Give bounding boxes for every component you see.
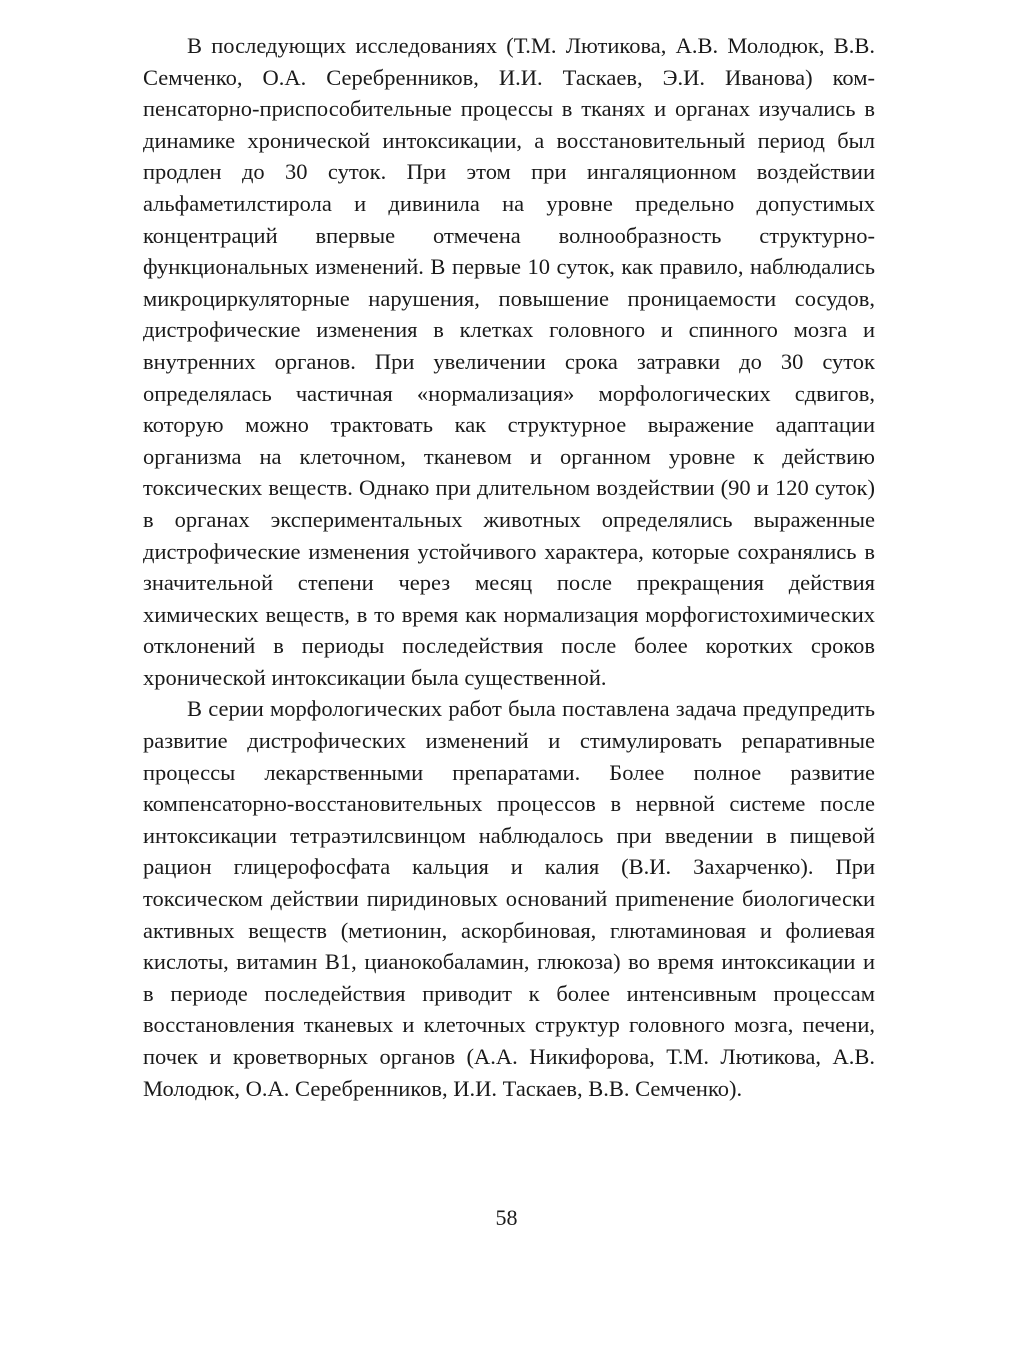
- page-body: [143, 30, 875, 1104]
- page-number: 58: [495, 1205, 518, 1230]
- paragraph-2: В серии морфологических работ была поставлена задача предупредить развитие дистрофических изменений и стимулировать репаративные процессы лекарственными препаратами. Более полное развитие компенсаторно-восстановительных процессов в нервной системе после интоксикации тетраэтилсвинцом наблюдалось при введении в пищевой рацион глицерофосфата кальция и калия (В.И. Захарченко). При токсическом действии пиридиновых оснований приmенение биологически активных веществ (метионин, аскорбиновая, глютаминовая и фолиевая кислоты, витамин В1, цианокобаламин, глюкоза) во время интоксикации и в периоде последействия приводит к более интенсивным процессам восстановления тканевых и клеточных структур головного мозга, печени, почек и кроветворных органов (А.А. Никифорова, Т.М. Лютикова, А.В. Молодюк, О.А. Серебренников, И.И. Таскаев, В.В. Семченко).: [143, 696, 875, 1101]
- paragraph-1: В последующих исследованиях (Т.М. Лютикова, А.В. Молодюк, В.В. Семченко, О.А. Серебренников, И.И. Таскаев, Э.И. Иванова) компенсаторно-приспособительные процессы в тканях и органах изучались в динамике хронической интоксикации, а восстановительный период был продлен до 30 суток. При этом при ингаляционном воздействии альфаметилстирола и дивинила на уровне предельно допустимых концентраций впервые отмечена волнообразность структурно-функциональных изменений. В первые 10 суток, как правило, наблюдались микроциркуляторные нарушения, повышение проницаемости сосудов, дистрофические изменения в клетках головного и спинного мозга и внутренних органов. При увеличении срока затравки до 30 суток определялась частичная «нормализация» морфологических сдвигов, которую можно трактовать как структурное выражение адаптации организма на клеточном, тканевом и органном уровне к действию токсических веществ. Однако при длительном воздействии (90 и 120 суток) в органах экспериментальных животных определялись выраженные дистрофические изменения устойчивого характера, которые сохранялись в значительной степени через месяц после прекращения действия химических веществ, в то время как нормализация морфогистохимических отклонений в периоды последействия после более коротких сроков хронической интоксикации была существенной.: [143, 33, 875, 690]
